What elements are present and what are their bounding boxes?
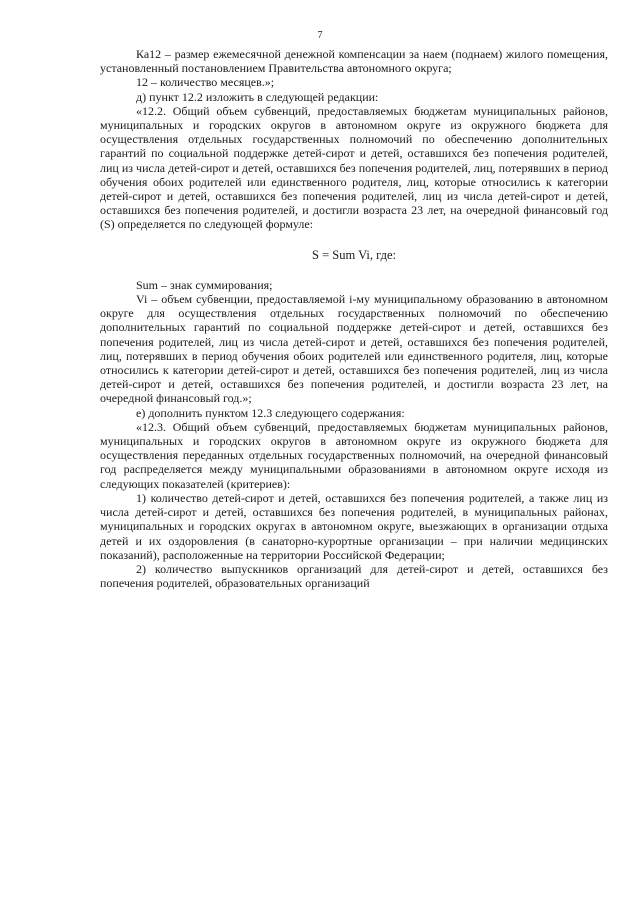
paragraph-ka12-definition: Ка12 – размер ежемесячной денежной компенсации за наем (поднаем) жилого помещения, установленный постановлением Правительства автономного округа; bbox=[100, 47, 608, 76]
paragraph-criterion-2: 2) количество выпускников организаций для детей-сирот и детей, оставшихся без попечения родителей, образовательных организаций bbox=[100, 561, 608, 591]
formula: S = Sum Vi, где: bbox=[312, 247, 396, 262]
paragraph-months-definition: 12 – количество месяцев.»; bbox=[136, 75, 275, 90]
paragraph-item-e: е) дополнить пунктом 12.3 следующего содержания: bbox=[136, 405, 405, 420]
paragraph-12-2: «12.2. Общий объем субвенций, предоставляемых бюджетам муниципальных районов, муниципальных и городских округов в автономном округе из окружного бюджета для осуществления отдельных государственных полномочий по обеспечению дополнительных гарантий по социальной поддержке детей-сирот и детей, оставшихся без попечения родителей, лиц из числа детей-сирот и детей, оставшихся без попечения родителей, лиц, потерявших в период обучения обоих родителей или единственного родителя, лиц, которые относились к категории детей-сирот и детей, оставшихся без попечения родителей, лиц из числа детей-сирот и детей, оставшихся без попечения родителей, и достигли возраста 23 лет, на очередной финансовый год (S) определяется по следующей формуле: bbox=[100, 103, 608, 232]
paragraph-vi-definition: Vi – объем субвенции, предоставляемой i-му муниципальному образованию в автономном округе для осуществления отдельных государственных полномочий по обеспечению дополнительных гарантий по социальной поддержке детей-сирот и детей, оставшихся без попечения родителей, лиц из числа детей-сирот и детей, оставшихся без попечения родителей, лиц, потерявших в период обучения обоих родителей или единственного родителя, лиц, которые относились к категории детей-сирот и детей, оставшихся без попечения родителей, лиц из числа детей-сирот и детей, оставшихся без попечения родителей, и достигли возраста 23 лет, на очередной финансовый год.»; bbox=[100, 292, 608, 406]
paragraph-item-d: д) пункт 12.2 изложить в следующей редакции: bbox=[136, 89, 379, 104]
paragraph-12-3: «12.3. Общий объем субвенций, предоставляемых бюджетам муниципальных районов, муниципальных и городских округов в автономном округе из окружного бюджета для осуществления переданных отдельных государственных полномочий, на очередной финансовый год распределяется между муниципальными образованиями в автономном округе исходя из следующих показателей (критериев): bbox=[100, 419, 608, 491]
paragraph-criterion-1: 1) количество детей-сирот и детей, оставшихся без попечения родителей, а также лиц из числа детей-сирот и детей, оставшихся без попечения родителей, в муниципальных районах, муниципальных и городских округах в автономном округе, выезжающих в организации отдыха детей и их оздоровления (в санаторно-курортные организации – при наличии медицинских показаний), расположенные на территории Российской Федерации; bbox=[100, 490, 608, 562]
document-body bbox=[100, 47, 608, 590]
paragraph-sum-definition: Sum – знак суммирования; bbox=[136, 277, 273, 292]
page-number: 7 bbox=[317, 30, 323, 41]
